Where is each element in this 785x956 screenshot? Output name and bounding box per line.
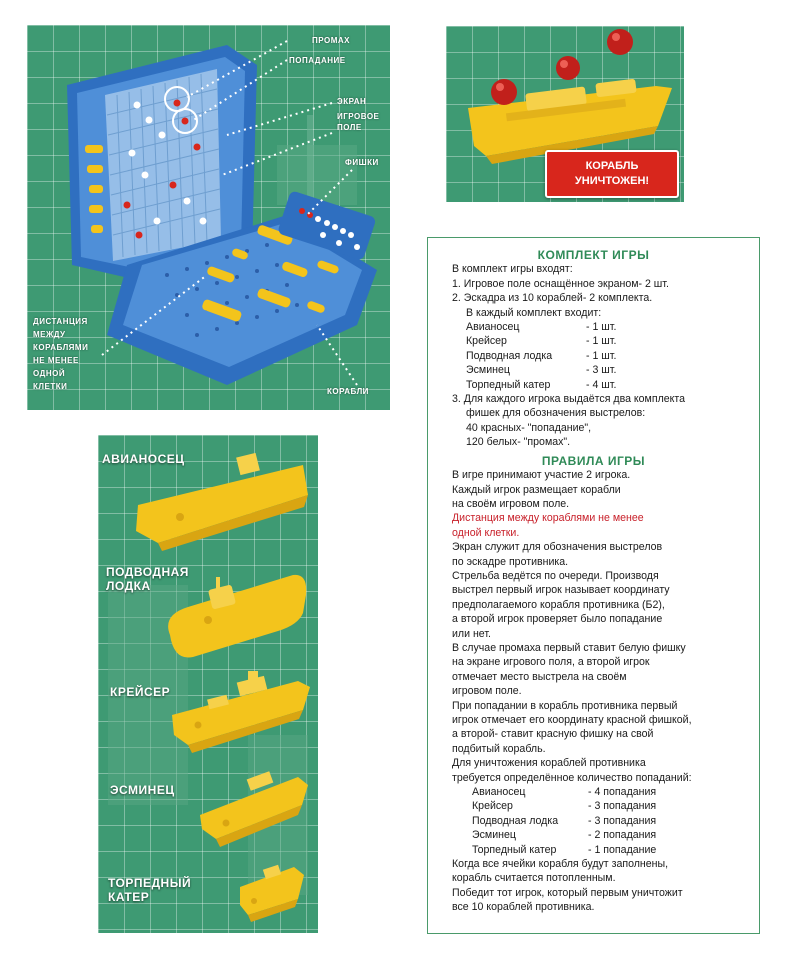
rules-line: а второй игрок проверяет было попадание	[452, 613, 663, 626]
kit-ship-qty: - 3 шт.	[586, 364, 617, 377]
kit-ship-name: Подводная лодка	[466, 349, 553, 362]
kit-item: фишек для обозначения выстрелов:	[466, 407, 646, 420]
kit-ship-qty: - 1 шт.	[586, 335, 617, 348]
hits-qty: - 1 попадание	[588, 843, 657, 856]
ship-destroyed-panel	[446, 26, 684, 202]
distance-line: МЕЖДУ	[33, 330, 66, 339]
ship-destroyed-badge	[545, 150, 679, 198]
distance-line: КОРАБЛЯМИ	[33, 343, 89, 352]
rules-line: Каждый игрок размещает корабли	[452, 483, 621, 496]
rules-line: игровом поле.	[452, 685, 522, 698]
kit-intro: В комплект игры входят:	[452, 263, 573, 276]
label-line: КАТЕР	[108, 890, 150, 904]
kit-ship-qty: - 1 шт.	[586, 321, 617, 334]
rules-line: При попадании в корабль противника первый	[452, 699, 678, 712]
kit-ships-table	[452, 320, 749, 392]
rules-line: игрок отмечает его координату красной фишкой,	[452, 714, 692, 726]
rules-line: на экране игрового поля, а второй игрок	[452, 656, 650, 669]
kit-ship-name: Крейсер	[466, 335, 507, 348]
carrier-ship	[136, 453, 308, 551]
kit-item: 40 красных- "попадание",	[466, 421, 592, 434]
label-cruiser	[110, 685, 170, 699]
kit-ship-qty: - 4 шт.	[586, 378, 617, 391]
game-board-photo-panel	[27, 25, 390, 410]
hits-ship-name: Подводная лодка	[472, 814, 559, 827]
rules-line: предполагаемого корабля противника (Б2),	[452, 598, 665, 611]
kit-item: 1. Игровое поле оснащённое экраном- 2 шт.	[452, 277, 669, 290]
kit-ship-name: Торпедный катер	[466, 378, 551, 391]
rules-panel	[427, 237, 760, 934]
rules-line: все 10 кораблей противника.	[452, 901, 595, 914]
rules-line: требуется определённое количество попаданий:	[452, 771, 692, 784]
ship-types-panel	[98, 435, 318, 933]
rules-line: Для уничтожения кораблей противника	[452, 757, 646, 770]
rules-line-highlight: одной клетки.	[452, 526, 520, 539]
rules-line: а второй- ставит красную фишку на свой	[452, 728, 654, 741]
rules-line: Стрельба ведётся по очереди. Производя	[452, 569, 659, 582]
label-line: АВИАНОСЕЦ	[102, 452, 185, 466]
rules-line: корабль считается потопленным.	[452, 872, 616, 885]
kit-item: 120 белых- "промах".	[466, 436, 571, 449]
label-line: КРЕЙСЕР	[110, 685, 171, 699]
label-line: ТОРПЕДНЫЙ	[108, 876, 192, 890]
hits-qty: - 3 попадания	[588, 800, 657, 813]
badge-line: КОРАБЛЬ	[585, 160, 639, 172]
kit-heading: КОМПЛЕКТ ИГРЫ	[537, 248, 650, 262]
rules-line: на своём игровом поле.	[452, 497, 570, 510]
label-torpedo-boat	[108, 876, 191, 904]
label-carrier	[102, 452, 185, 466]
rules-line: Экран служит для обозначения выстрелов	[452, 541, 663, 554]
label-line: ЭСМИНЕЦ	[110, 783, 175, 797]
distance-line: ДИСТАНЦИЯ	[33, 317, 88, 326]
hits-table	[452, 785, 749, 857]
ship-types-illustration	[98, 435, 318, 933]
kit-ship-name: Эсминец	[466, 364, 510, 377]
kit-ship-qty: - 1 шт.	[586, 349, 617, 362]
distance-line: НЕ МЕНЕЕ	[33, 356, 79, 365]
kit-item: 3. Для каждого игрока выдаётся два комплекта	[452, 393, 686, 406]
rules-line: выстрел первый игрок называет координату	[452, 584, 670, 597]
label-submarine	[106, 565, 189, 593]
callout-screen: ЭКРАН	[337, 97, 367, 106]
hits-qty: - 4 попадания	[588, 786, 657, 799]
rules-heading: ПРАВИЛА ИГРЫ	[541, 453, 646, 468]
rules-line: В случае промаха первый ставит белую фишку	[452, 641, 686, 654]
rules-line: по эскадре противника.	[452, 555, 569, 568]
rules-text	[428, 238, 759, 915]
hits-ship-name: Крейсер	[472, 800, 513, 813]
callout-miss: ПРОМАХ	[312, 36, 350, 45]
hits-ship-name: Авианосец	[472, 786, 526, 799]
label-line: ЛОДКА	[106, 579, 151, 593]
background-building	[277, 145, 357, 205]
callout-distance	[33, 315, 88, 393]
hits-ship-name: Эсминец	[472, 829, 516, 842]
distance-line: КЛЕТКИ	[33, 382, 68, 391]
kit-ship-name: Авианосец	[466, 321, 520, 334]
badge-line: УНИЧТОЖЕН!	[574, 175, 650, 187]
rules-line: или нет.	[452, 627, 491, 640]
distance-line: ОДНОЙ	[33, 369, 66, 378]
rules-line: В игре принимают участие 2 игрока.	[452, 469, 631, 482]
hits-qty: - 2 попадания	[588, 829, 657, 842]
background-crane	[307, 115, 313, 205]
rules-line: Когда все ячейки корабля будут заполнены,	[452, 858, 669, 871]
rules-line: отмечает место выстрела на своём	[452, 670, 627, 683]
callout-ships: КОРАБЛИ	[327, 387, 369, 396]
callout-board: ИГРОВОЕ ПОЛЕ	[337, 112, 380, 132]
rules-line-highlight: Дистанция между кораблями не менее	[452, 512, 644, 525]
label-line: ПОДВОДНАЯ	[106, 565, 189, 579]
kit-sub: В каждый комплект входит:	[466, 306, 602, 319]
kit-item: 2. Эскадра из 10 кораблей- 2 комплекта.	[452, 292, 653, 305]
label-destroyer	[110, 783, 175, 797]
callout-hit: ПОПАДАНИЕ	[289, 56, 346, 65]
hits-ship-name: Торпедный катер	[472, 843, 557, 856]
callout-pegs: ФИШКИ	[345, 158, 379, 167]
rules-line: подбитый корабль.	[452, 742, 546, 755]
rules-line: Победит тот игрок, который первым уничтожит	[452, 886, 683, 899]
hits-qty: - 3 попадания	[588, 814, 657, 827]
